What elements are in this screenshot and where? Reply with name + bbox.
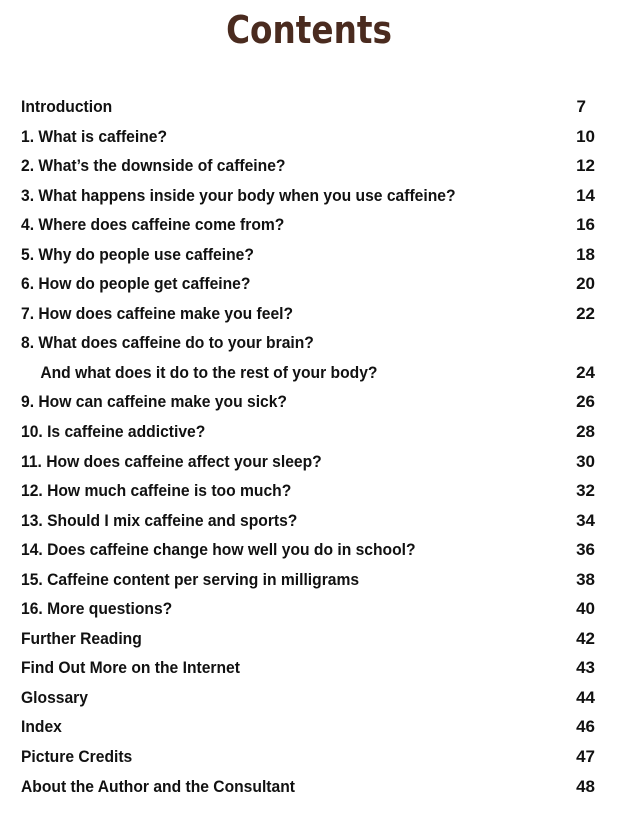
toc-entry-page: 12 [576, 156, 595, 176]
toc-entry-page: 16 [576, 215, 595, 235]
toc-entry-title: 9. How can caffeine make you sick? [21, 392, 287, 412]
toc-entry-page: 32 [576, 481, 595, 501]
toc-entry-title: 2. What’s the downside of caffeine? [21, 156, 286, 176]
toc-entry-page: 34 [576, 510, 595, 530]
toc-entry-page: 22 [576, 303, 595, 323]
toc-entry [21, 476, 595, 506]
toc-entry-title: 14. Does caffeine change how well you do in school? [21, 540, 416, 560]
toc-entry [21, 565, 595, 595]
toc-entry [21, 240, 595, 270]
toc-entry [21, 92, 595, 122]
toc-entry [21, 535, 595, 565]
toc-entry-page: 44 [576, 687, 595, 707]
toc-entry-title: Index [21, 717, 62, 737]
toc-entry [21, 417, 595, 447]
toc-entry [21, 181, 595, 211]
toc-entry-page: 14 [576, 185, 595, 205]
toc-entry-page: 10 [576, 126, 595, 146]
toc-entry [21, 299, 595, 329]
table-of-contents [21, 92, 595, 801]
toc-entry-title: 3. What happens inside your body when you use caffeine? [21, 185, 456, 205]
toc-entry-title: 7. How does caffeine make you feel? [21, 303, 294, 323]
toc-entry [21, 151, 595, 181]
toc-entry [21, 594, 595, 624]
toc-entry-page: 36 [576, 540, 595, 560]
toc-entry [21, 772, 595, 802]
toc-entry-page: 20 [576, 274, 595, 294]
toc-entry [21, 624, 595, 654]
toc-entry-title: Glossary [21, 687, 88, 707]
toc-entry [21, 506, 595, 536]
toc-entry-page: 30 [576, 451, 595, 471]
toc-entry-page: 7 [576, 97, 586, 116]
toc-entry-page: 40 [576, 599, 595, 619]
toc-entry [21, 387, 595, 417]
toc-entry-page: 47 [576, 747, 595, 767]
toc-entry-page: 28 [576, 422, 595, 442]
toc-entry [21, 683, 595, 713]
toc-entry-title: 8. What does caffeine do to your brain? [21, 333, 314, 353]
toc-entry [21, 269, 595, 299]
toc-entry-title: 10. Is caffeine addictive? [21, 422, 206, 442]
toc-entry-page: 46 [576, 717, 595, 737]
toc-entry-page: 26 [576, 392, 595, 412]
toc-entry-title: 6. How do people get caffeine? [21, 274, 251, 294]
toc-entry-title: And what does it do to the rest of your body? [40, 362, 378, 382]
toc-entry-page: 48 [576, 776, 595, 796]
toc-entry-title: 16. More questions? [21, 599, 173, 619]
toc-entry-page: 42 [576, 628, 595, 648]
toc-entry-title: 11. How does caffeine affect your sleep? [21, 451, 322, 471]
toc-entry [21, 742, 595, 772]
toc-entry-title: 15. Caffeine content per serving in milligrams [21, 569, 360, 589]
toc-entry [21, 358, 595, 388]
toc-entry-title: Find Out More on the Internet [21, 658, 240, 678]
toc-entry-title: 4. Where does caffeine come from? [21, 215, 285, 235]
toc-entry-title: 1. What is caffeine? [21, 126, 168, 146]
toc-entry-title: Introduction [21, 97, 113, 116]
toc-entry-title: About the Author and the Consultant [21, 776, 295, 796]
toc-entry-title: Further Reading [21, 628, 142, 648]
toc-entry-page: 24 [576, 362, 595, 382]
toc-entry [21, 447, 595, 477]
toc-entry-title: 12. How much caffeine is too much? [21, 481, 292, 501]
toc-entry-title: Picture Credits [21, 747, 133, 767]
page-title: Contents [226, 8, 392, 52]
toc-entry-page: 38 [576, 569, 595, 589]
toc-entry-page: 18 [576, 244, 595, 264]
toc-entry [21, 653, 595, 683]
toc-entry-page: 43 [576, 658, 595, 678]
toc-entry [21, 210, 595, 240]
toc-entry-title: 13. Should I mix caffeine and sports? [21, 510, 298, 530]
toc-entry [21, 328, 595, 358]
toc-entry-title: 5. Why do people use caffeine? [21, 244, 254, 264]
toc-entry [21, 122, 595, 152]
toc-entry [21, 712, 595, 742]
